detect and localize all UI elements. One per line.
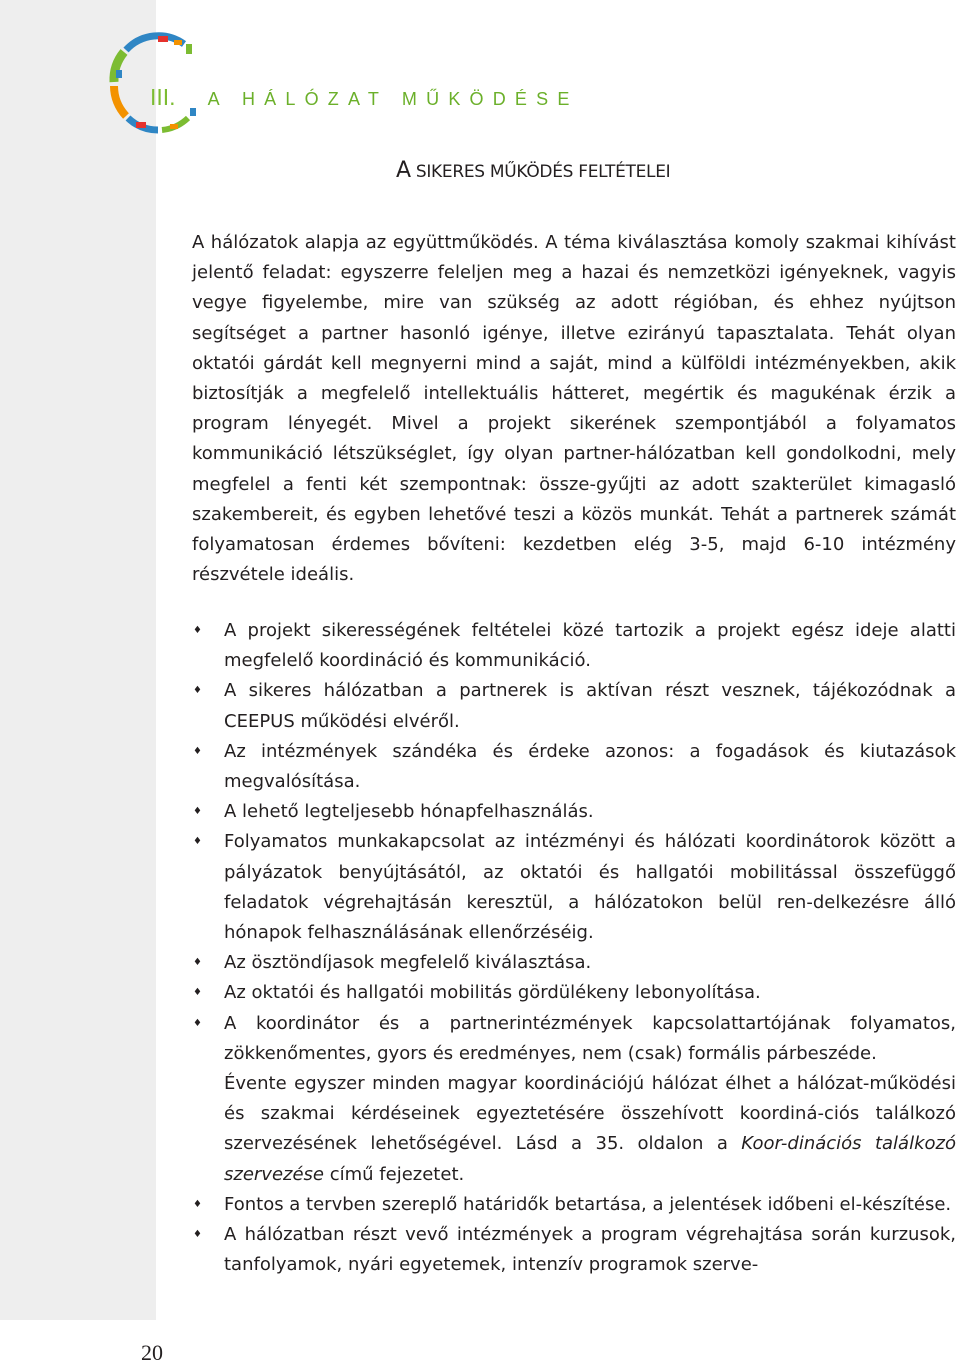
coordinator-meeting-after: című fejezetet.: [324, 1163, 465, 1185]
coordinator-meeting-link-title: Koor-dinációs találkozó szervezése: [224, 1133, 956, 1185]
section-title-initial: A: [396, 158, 411, 183]
side-strip: [0, 0, 156, 1320]
coordinator-meeting-text: [224, 1069, 956, 1190]
coordinator-meeting-before: Évente egyszer minden magyar koordinációjú hálózat élhet a hálózat-működési és szakmai kérdéseinek egyeztetésére összehívott koordiná-ciós találkozó szervezésének lehetőségével. Lásd a 35. oldalon a: [224, 1073, 956, 1155]
section-title-rest: SIKERES MŰKÖDÉS FELTÉTELEI: [410, 162, 671, 182]
chapter-title: A HÁLÓZAT MŰKÖDÉSE: [207, 89, 579, 109]
section-title: [396, 158, 670, 183]
intro-paragraph: A hálózatok alapja az együttműködés. A téma kiválasztása komoly szakmai kihívást jelentő feladat: egyszerre feleljen meg a hazai és nemzetközi igényeknek, vagyis vegye figyelembe, mire van szükség az adott régióban, és ehhez nyújtson segítséget a partner hasonló igénye, illetve ezirányú tapasztalata. Tehát olyan oktatói gárdát kell megnyerni mind a saját, mind a külföldi intézményekben, akik biztosítják a megfelelő intellektuális hátteret, megértik és magukénak érzik a program lényegét. Mivel a projekt sikerének szempontjából a folyamatos kommunikáció létszükséglet, így olyan partner-hálózatban kell gondolkodni, mely megfelel a fenti két szempontnak: össze-gyűjti az adott szakterület kimagasló szakembereit, és egyben lehetővé teszi a közös munkát. Tehát a partnerek számát folyamatosan érdemes bővíteni: kezdetben elég 3-5, majd 6-10 intézmény részvétele ideális.: [192, 232, 956, 586]
intro-paragraph-block: [192, 228, 956, 590]
list-item: ♦ Folyamatos munkakapcsolat az intézményi és hálózati koordinátorok között a pályázatok benyújtásától, az oktatói és hallgatói mobilitással összefüggő feladatok végrehajtásán keresztül, a hálózatokon belül ren-delkezésre álló hónapok felhasználásának ellenőrzéséig.: [192, 827, 956, 948]
list-item: ♦ A sikeres hálózatban a partnerek is aktívan részt vesznek, tájékozódnak a CEEPUS működési elvéről.: [192, 676, 956, 736]
conditions-list: [192, 616, 956, 1280]
list-item: ♦ Az oktatói és hallgatói mobilitás gördülékeny lebonyolítása.: [192, 978, 956, 1008]
chapter-number: III.: [150, 84, 176, 110]
list-item-coordinator: [192, 1009, 956, 1190]
list-item: ♦ A hálózatban részt vevő intézmények a program végrehajtása során kurzusok, tanfolyamok, nyári egyetemek, intenzív programok szerve-: [192, 1220, 956, 1280]
page-number: 20: [141, 1340, 163, 1365]
coordinator-text: ♦ A koordinátor és a partnerintézmények kapcsolattartójának folyamatos, zökkenőmentes, gyors és eredményes, nem (csak) formális párbeszéde.: [224, 1012, 956, 1064]
list-item: ♦ Az ösztöndíjasok megfelelő kiválasztása.: [192, 948, 956, 978]
list-item: ♦ Fontos a tervben szereplő határidők betartása, a jelentések időbeni el-készítése.: [192, 1190, 956, 1220]
list-item: ♦ Az intézmények szándéka és érdeke azonos: a fogadások és kiutazások megvalósítása.: [192, 737, 956, 797]
list-item: ♦ A lehető legteljesebb hónapfelhasználás.: [192, 797, 956, 827]
list-item: ♦ A projekt sikerességének feltételei közé tartozik a projekt egész ideje alatti megfelelő koordináció és kommunikáció.: [192, 616, 956, 676]
chapter-header: [150, 84, 579, 111]
